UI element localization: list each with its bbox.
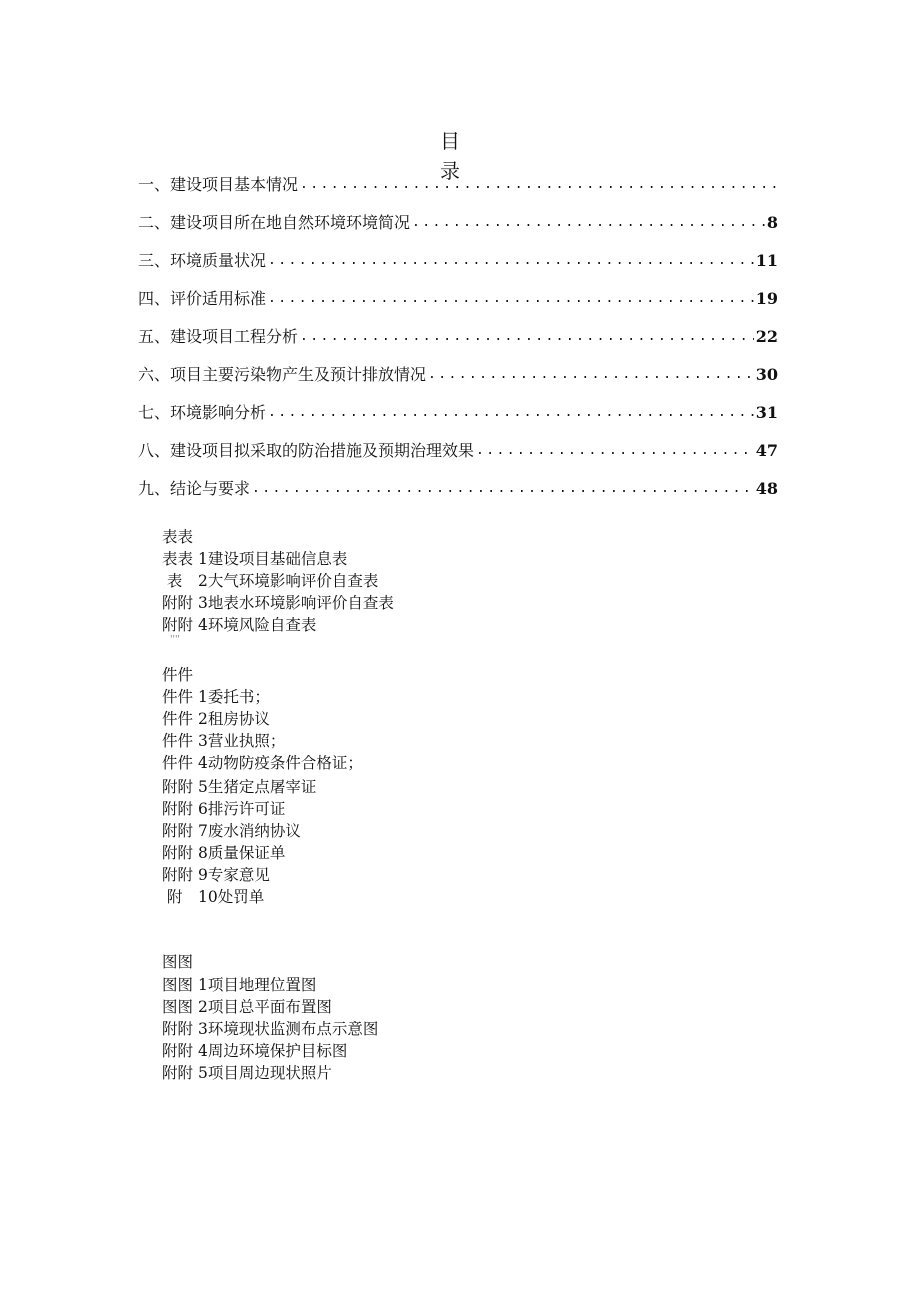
figure-item[interactable] [162, 1019, 378, 1039]
toc-entry[interactable] [138, 362, 778, 386]
attachment-item[interactable] [162, 821, 301, 841]
toc-entry-page: 11 [755, 251, 778, 270]
tables-heading: 表表 [162, 528, 194, 546]
attachment-item[interactable] [162, 865, 270, 885]
toc-entry[interactable] [138, 286, 778, 310]
attachment-item-label: 7废水消纳协议 [198, 822, 301, 840]
table-item[interactable] [162, 571, 378, 591]
attachment-item-label: 5生猪定点屠宰证 [198, 778, 317, 796]
scan-artifact-mark: '''' [170, 635, 180, 645]
table-item-label: 3地表水环境影响评价自查表 [198, 594, 394, 612]
toc-entry-label: 六、项目主要污染物产生及预计排放情况 [138, 365, 427, 384]
toc-leader-dots [268, 402, 754, 424]
toc-leader-dots [300, 174, 776, 196]
attachment-item-prefix: 件件 [162, 688, 194, 706]
table-item[interactable] [162, 593, 394, 613]
toc-entry-label: 九、结论与要求 [138, 479, 251, 498]
toc-entry[interactable] [138, 248, 778, 272]
toc-leader-dots [252, 478, 754, 500]
figure-item-prefix: 图图 [162, 998, 194, 1016]
attachment-item-label: 10处罚单 [198, 888, 265, 906]
toc-entry[interactable] [138, 324, 778, 348]
figure-item-prefix: 附附 [162, 1064, 194, 1082]
table-item-prefix: 附附 [162, 616, 194, 634]
toc-entry-label: 三、环境质量状况 [138, 251, 267, 270]
toc-entry-page: 48 [755, 479, 778, 498]
toc-entry-label: 一、建设项目基本情况 [138, 175, 299, 194]
attachment-item[interactable] [162, 709, 270, 729]
toc-leader-dots [412, 212, 765, 234]
attachment-item-prefix: 件件 [162, 710, 194, 728]
toc-entry-page: 22 [755, 327, 778, 346]
figure-item-label: 5项目周边现状照片 [198, 1064, 332, 1082]
attachment-item-prefix: 附 [162, 888, 183, 906]
toc-entry-label: 五、建设项目工程分析 [138, 327, 299, 346]
toc-entry-page: 19 [755, 289, 778, 308]
toc-entry[interactable] [138, 172, 778, 196]
toc-entry-label: 四、评价适用标准 [138, 289, 267, 308]
figure-item[interactable] [162, 1041, 347, 1061]
toc-title-char-2: 录 [440, 159, 460, 183]
toc-leader-dots [428, 364, 754, 386]
figure-item-prefix: 附附 [162, 1020, 194, 1038]
toc-entry-label: 八、建设项目拟采取的防治措施及预期治理效果 [138, 441, 475, 460]
figures-heading: 图图 [162, 953, 194, 971]
attachment-item-prefix: 附附 [162, 822, 194, 840]
attachment-item-label: 3营业执照； [198, 732, 286, 750]
attachment-item-label: 4动物防疫条件合格证； [198, 754, 363, 772]
figure-item-prefix: 附附 [162, 1042, 194, 1060]
figure-item[interactable] [162, 1063, 332, 1083]
attachment-item[interactable] [162, 799, 285, 819]
toc-entry[interactable] [138, 400, 778, 424]
attachment-item[interactable] [162, 777, 316, 797]
toc-title-char-1: 目 [440, 129, 460, 153]
toc-entry-page: 47 [755, 441, 778, 460]
figure-item[interactable] [162, 997, 332, 1017]
table-item-prefix: 附附 [162, 594, 194, 612]
attachment-item[interactable] [162, 753, 363, 773]
figure-item-label: 4周边环境保护目标图 [198, 1042, 348, 1060]
attachment-item[interactable] [162, 843, 285, 863]
figure-item-label: 3环境现状监测布点示意图 [198, 1020, 379, 1038]
attachment-item-label: 6排污许可证 [198, 800, 286, 818]
figure-item-prefix: 图图 [162, 976, 194, 994]
attachment-item-prefix: 附附 [162, 778, 194, 796]
attachments-heading: 件件 [162, 666, 194, 684]
toc-entry-page: 8 [766, 213, 778, 232]
toc-leader-dots [268, 288, 754, 310]
attachment-item-prefix: 附附 [162, 844, 194, 862]
toc-entry-page: 31 [755, 403, 778, 422]
attachment-item-label: 1委托书； [198, 688, 270, 706]
attachment-item[interactable] [162, 731, 285, 751]
toc-leader-dots [300, 326, 754, 348]
attachment-item-prefix: 件件 [162, 754, 194, 772]
attachment-item-prefix: 附附 [162, 866, 194, 884]
attachment-item[interactable] [162, 887, 264, 907]
attachment-item-label: 9专家意见 [198, 866, 270, 884]
toc-entry[interactable] [138, 476, 778, 500]
toc-entry-label: 七、环境影响分析 [138, 403, 267, 422]
table-item[interactable] [162, 615, 316, 635]
figure-item-label: 2项目总平面布置图 [198, 998, 332, 1016]
toc-entry[interactable] [138, 438, 778, 462]
attachment-item[interactable] [162, 687, 270, 707]
table-item-prefix: 表 [162, 572, 183, 590]
toc-entry-label: 二、建设项目所在地自然环境环境简况 [138, 213, 411, 232]
table-item-label: 1建设项目基础信息表 [198, 550, 348, 568]
table-item-prefix: 表表 [162, 550, 194, 568]
toc-entry-page: 30 [755, 365, 778, 384]
attachment-item-label: 2租房协议 [198, 710, 270, 728]
table-item-label: 4环境风险自查表 [198, 616, 317, 634]
attachment-item-prefix: 附附 [162, 800, 194, 818]
attachment-item-prefix: 件件 [162, 732, 194, 750]
table-item[interactable] [162, 549, 347, 569]
figure-item[interactable] [162, 975, 316, 995]
toc-leader-dots [476, 440, 754, 462]
figure-item-label: 1项目地理位置图 [198, 976, 317, 994]
toc-leader-dots [268, 250, 754, 272]
toc-entry[interactable] [138, 210, 778, 234]
attachment-item-label: 8质量保证单 [198, 844, 286, 862]
table-item-label: 2大气环境影响评价自查表 [198, 572, 379, 590]
